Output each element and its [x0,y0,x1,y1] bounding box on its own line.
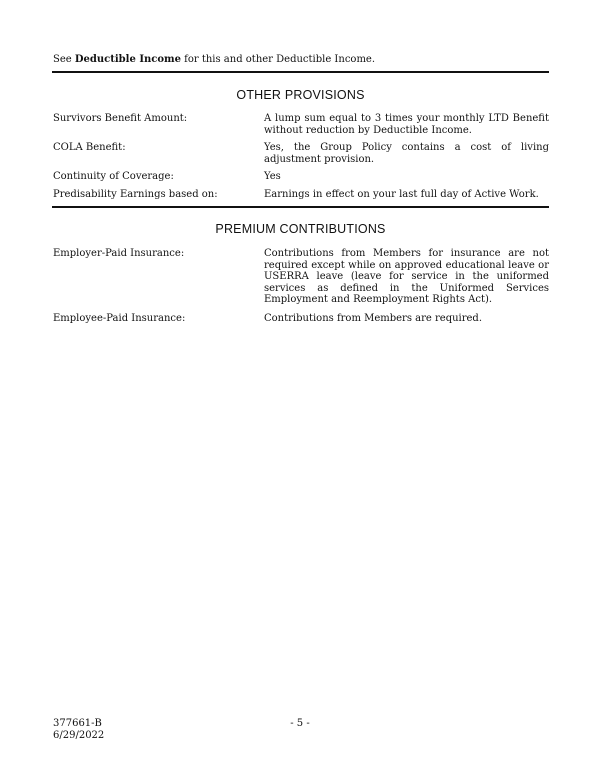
intro-suffix: for this and other Deductible Income. [180,54,376,65]
survivors-benefit-value: A lump sum equal to 3 times your monthly LTD Benefit without reduction by Deductible Income. [264,113,549,136]
other-provisions-heading: OTHER PROVISIONS [236,88,365,102]
cola-benefit-label: COLA Benefit: [53,142,126,153]
form-date: 6/29/2022 [53,730,105,741]
intro-prefix: See [53,54,75,65]
survivors-benefit-label: Survivors Benefit Amount: [53,113,188,124]
section-divider-top [52,71,549,73]
employee-paid-label: Employee-Paid Insurance: [53,313,186,324]
cola-benefit-value: Yes, the Group Policy contains a cost of living adjustment provision. [264,142,549,165]
predisability-earnings-value: Earnings in effect on your last full day of Active Work. [264,189,539,200]
form-number: 377661-B [53,718,102,729]
continuity-coverage-label: Continuity of Coverage: [53,171,174,182]
page-number: - 5 - [290,718,310,729]
section-divider-middle [52,206,549,208]
employer-paid-label: Employer-Paid Insurance: [53,248,185,259]
employer-paid-value: Contributions from Members for insurance are not required except while on approved educational leave or USERRA leave (leave for service in the uniformed services as defined in the Uniformed Services Employment and Reemployment Rights Act). [264,248,549,305]
premium-contributions-heading: PREMIUM CONTRIBUTIONS [215,222,386,236]
deductible-income-term: Deductible Income [74,54,181,65]
intro-text [53,53,375,66]
predisability-earnings-label: Predisability Earnings based on: [53,189,218,200]
employee-paid-value: Contributions from Members are required. [264,313,483,324]
continuity-coverage-value: Yes [264,171,281,182]
